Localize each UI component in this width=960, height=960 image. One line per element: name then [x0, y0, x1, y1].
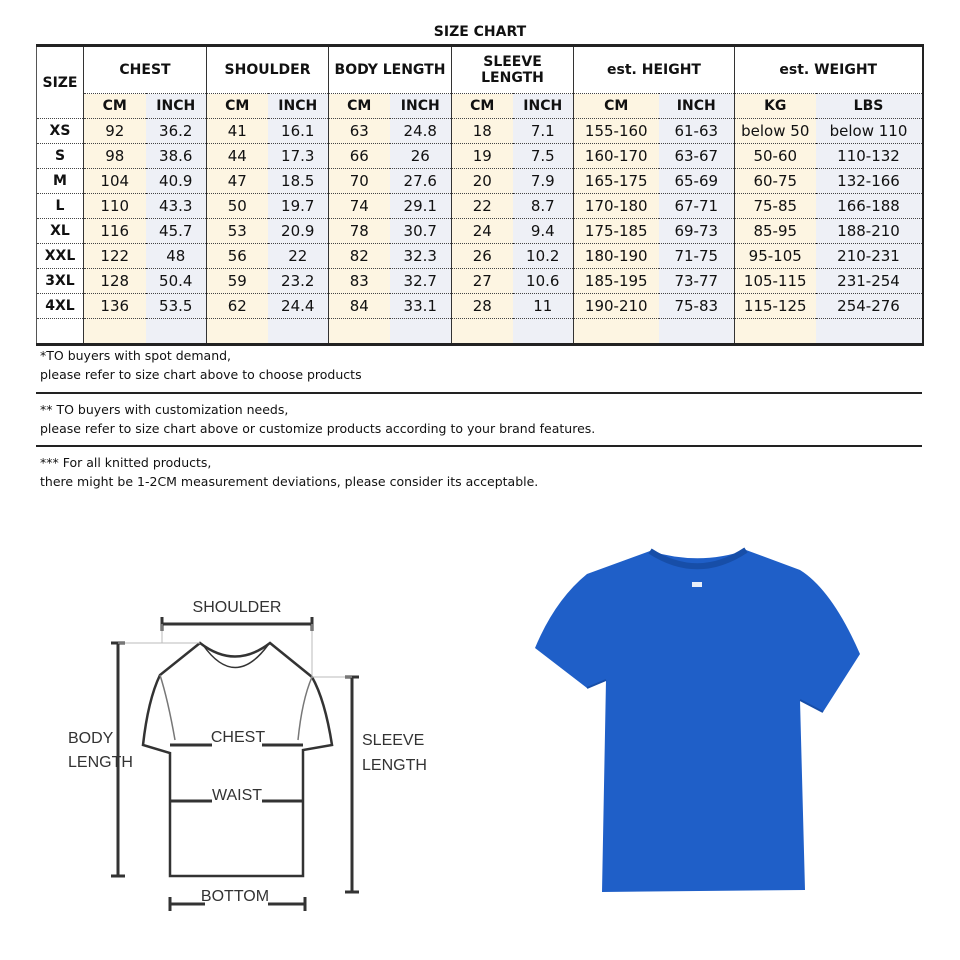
table-cell: 60-75 [735, 169, 816, 194]
table-cell: 116 [84, 219, 146, 244]
label-chest: CHEST [210, 729, 266, 746]
table-cell: 82 [329, 244, 390, 269]
table-cell: 8.7 [513, 194, 574, 219]
table-cell: 78 [329, 219, 390, 244]
table-cell: 83 [329, 269, 390, 294]
table-cell: 155-160 [574, 119, 659, 144]
table-cell: 105-115 [735, 269, 816, 294]
table-cell: 7.9 [513, 169, 574, 194]
table-cell: 75-85 [735, 194, 816, 219]
table-cell: 24.4 [268, 294, 329, 319]
label-body: BODY [68, 730, 114, 747]
table-cell: 10.2 [513, 244, 574, 269]
table-cell: 110 [84, 194, 146, 219]
table-cell: 18.5 [268, 169, 329, 194]
sleeve-line1: SLEEVE [483, 54, 542, 70]
note-line: please refer to size chart above or customize products according to your brand features. [40, 421, 596, 436]
table-cell: 122 [84, 244, 146, 269]
table-cell: 160-170 [574, 144, 659, 169]
table-cell: 20.9 [268, 219, 329, 244]
table-cell: 53.5 [146, 294, 207, 319]
table-cell: 32.7 [390, 269, 452, 294]
note-line: ** TO buyers with customization needs, [40, 402, 289, 417]
table-cell: 11 [513, 294, 574, 319]
table-cell: 9.4 [513, 219, 574, 244]
header-size: SIZE [37, 46, 84, 119]
table-cell: XS [37, 119, 84, 144]
table-cell: 110-132 [816, 144, 923, 169]
table-cell: 17.3 [268, 144, 329, 169]
table-cell: 74 [329, 194, 390, 219]
table-cell: 180-190 [574, 244, 659, 269]
table-cell: XL [37, 219, 84, 244]
unit-header: LBS [816, 94, 923, 119]
table-cell: 170-180 [574, 194, 659, 219]
table-cell: 166-188 [816, 194, 923, 219]
table-cell: 43.3 [146, 194, 207, 219]
label-shoulder: SHOULDER [192, 599, 282, 616]
table-cell: 115-125 [735, 294, 816, 319]
table-cell: 132-166 [816, 169, 923, 194]
header-weight: est. WEIGHT [735, 46, 923, 94]
table-cell: 92 [84, 119, 146, 144]
table-cell: 22 [268, 244, 329, 269]
table-cell: 30.7 [390, 219, 452, 244]
table-cell: 98 [84, 144, 146, 169]
table-cell: 23.2 [268, 269, 329, 294]
table-cell: 50-60 [735, 144, 816, 169]
table-cell: 40.9 [146, 169, 207, 194]
table-cell: 165-175 [574, 169, 659, 194]
header-chest: CHEST [84, 46, 207, 94]
table-cell: 27 [452, 269, 513, 294]
table-cell: below 50 [735, 119, 816, 144]
table-cell: 231-254 [816, 269, 923, 294]
table-cell: 53 [207, 219, 268, 244]
table-cell: 62 [207, 294, 268, 319]
table-cell: 19 [452, 144, 513, 169]
table-cell: 185-195 [574, 269, 659, 294]
table-cell: 128 [84, 269, 146, 294]
unit-header: INCH [659, 94, 735, 119]
unit-header: INCH [146, 94, 207, 119]
unit-header: INCH [390, 94, 452, 119]
label-waist: WAIST [211, 787, 263, 804]
table-cell: 29.1 [390, 194, 452, 219]
table-cell: 73-77 [659, 269, 735, 294]
table-cell: 24 [452, 219, 513, 244]
table-cell: 210-231 [816, 244, 923, 269]
label-bottom: BOTTOM [200, 888, 270, 905]
table-cell: 44 [207, 144, 268, 169]
table-cell: 3XL [37, 269, 84, 294]
table-cell: M [37, 169, 84, 194]
note-line: please refer to size chart above to choose products [40, 367, 362, 382]
label-body-length: LENGTH [68, 754, 133, 771]
table-cell: 32.3 [390, 244, 452, 269]
table-cell: 63-67 [659, 144, 735, 169]
table-cell: 24.8 [390, 119, 452, 144]
table-cell: 61-63 [659, 119, 735, 144]
unit-header: CM [452, 94, 513, 119]
note-line: *TO buyers with spot demand, [40, 348, 232, 363]
table-cell: 67-71 [659, 194, 735, 219]
table-cell: 136 [84, 294, 146, 319]
table-cell: below 110 [816, 119, 923, 144]
unit-header: CM [84, 94, 146, 119]
table-cell: 75-83 [659, 294, 735, 319]
table-cell: 4XL [37, 294, 84, 319]
table-cell: 18 [452, 119, 513, 144]
table-cell: 7.5 [513, 144, 574, 169]
table-cell: 63 [329, 119, 390, 144]
unit-header: CM [207, 94, 268, 119]
unit-header: KG [735, 94, 816, 119]
table-cell: 104 [84, 169, 146, 194]
unit-header: INCH [268, 94, 329, 119]
label-sleeve: SLEEVE [362, 732, 425, 749]
table-cell: 190-210 [574, 294, 659, 319]
shirt-outline [143, 643, 332, 876]
unit-header: INCH [513, 94, 574, 119]
table-cell: 36.2 [146, 119, 207, 144]
unit-header: CM [329, 94, 390, 119]
table-cell: 16.1 [268, 119, 329, 144]
table-cell: S [37, 144, 84, 169]
header-body-length: BODY LENGTH [329, 46, 452, 94]
table-cell: 95-105 [735, 244, 816, 269]
table-cell: 19.7 [268, 194, 329, 219]
table-cell: 45.7 [146, 219, 207, 244]
note-line: *** For all knitted products, [40, 455, 212, 470]
table-cell: 7.1 [513, 119, 574, 144]
table-cell: 26 [390, 144, 452, 169]
chart-title: SIZE CHART [433, 24, 527, 40]
table-cell: 59 [207, 269, 268, 294]
table-cell: 254-276 [816, 294, 923, 319]
table-cell: 26 [452, 244, 513, 269]
table-cell: 38.6 [146, 144, 207, 169]
unit-header: CM [574, 94, 659, 119]
table-cell: 47 [207, 169, 268, 194]
table-cell: 71-75 [659, 244, 735, 269]
blue-tshirt-photo [535, 550, 860, 892]
sleeve-line2: LENGTH [481, 70, 544, 86]
table-cell: 10.6 [513, 269, 574, 294]
note-line: there might be 1-2CM measurement deviations, please consider its acceptable. [40, 474, 539, 489]
table-cell: 41 [207, 119, 268, 144]
table-cell: 28 [452, 294, 513, 319]
table-cell: 20 [452, 169, 513, 194]
table-cell: 33.1 [390, 294, 452, 319]
table-cell: 27.6 [390, 169, 452, 194]
table-cell: 50 [207, 194, 268, 219]
sleeve-length-dimension [345, 677, 359, 892]
header-height: est. HEIGHT [574, 46, 735, 94]
shoulder-dimension [162, 617, 312, 631]
header-shoulder: SHOULDER [207, 46, 329, 94]
table-cell: 22 [452, 194, 513, 219]
table-cell: 65-69 [659, 169, 735, 194]
table-cell: 85-95 [735, 219, 816, 244]
table-cell: 84 [329, 294, 390, 319]
table-cell: 48 [146, 244, 207, 269]
table-cell: XXL [37, 244, 84, 269]
table-cell: L [37, 194, 84, 219]
table-cell: 50.4 [146, 269, 207, 294]
label-sleeve-length: LENGTH [362, 757, 427, 774]
table-cell: 175-185 [574, 219, 659, 244]
table-cell: 188-210 [816, 219, 923, 244]
table-cell: 66 [329, 144, 390, 169]
table-cell: 69-73 [659, 219, 735, 244]
table-cell: 70 [329, 169, 390, 194]
table-cell: 56 [207, 244, 268, 269]
